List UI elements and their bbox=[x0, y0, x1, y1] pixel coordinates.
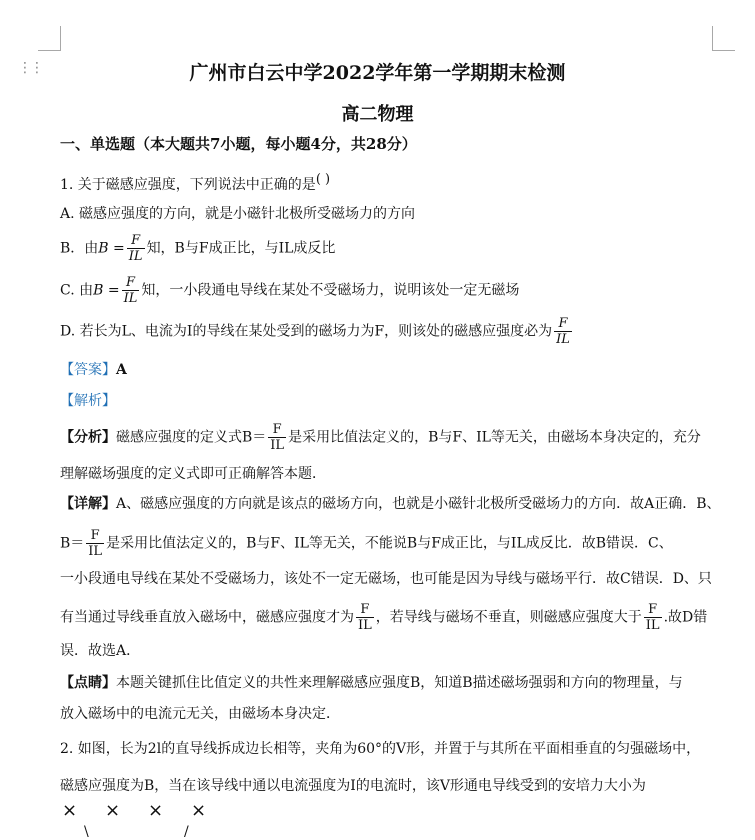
question-2-line-2: 磁感应强度为B，当在该导线中通以电流强度为I的电流时，该V形通电导线受到的安培力大小为 bbox=[60, 778, 646, 794]
option-d bbox=[60, 316, 735, 347]
section-heading: 一、单选题（本大题共7小题，每小题4分，共28分） bbox=[60, 135, 417, 153]
field-cross-icon: × bbox=[62, 800, 78, 821]
option-c: C. 由B = $\frac{F}{IL}$ 知，一小段通电导线在某处不受磁场力，说明该处一定无磁场 bbox=[60, 275, 520, 306]
xiangjie-text-4c: .故D错 bbox=[663, 609, 708, 626]
xiangjie-line-5: 误．故选A． bbox=[60, 643, 141, 659]
page-corner-mark-top-left bbox=[38, 26, 61, 51]
fraction-f-over-il bbox=[127, 233, 145, 264]
fraction-denominator: IL bbox=[128, 249, 143, 264]
fraction-f-over-il bbox=[86, 528, 104, 559]
fraction-numerator: F bbox=[268, 422, 286, 438]
xiangjie-line-2 bbox=[60, 528, 735, 559]
fraction-numerator: F bbox=[86, 528, 104, 544]
xiangjie-text-4a: 有当通过导线垂直放入磁场中，磁感应强度才为 bbox=[60, 609, 354, 626]
xiangjie-tag: 【详解】 bbox=[60, 496, 116, 512]
answer-paren: ( ) bbox=[315, 172, 331, 187]
fraction-denominator: IL bbox=[88, 544, 103, 559]
option-b-suffix: 知，B与F成正比，与IL成反比 bbox=[146, 240, 336, 257]
fraction-denominator: IL bbox=[556, 332, 570, 347]
answer-value: A bbox=[116, 362, 127, 378]
fraction-numerator: F bbox=[644, 602, 662, 618]
wire-segment-left: \ bbox=[84, 824, 89, 840]
document-title: 广州市白云中学2022学年第一学期期末检测 bbox=[189, 62, 566, 84]
fraction-numerator: F bbox=[356, 602, 374, 618]
option-d-text: D. 若长为L、电流为I的导线在某处受到的磁场力为F，则该处的磁感应强度必为 bbox=[60, 323, 553, 340]
analysis-tag-label: 【解析】 bbox=[60, 393, 116, 409]
option-c-prefix: C. 由 bbox=[60, 282, 94, 299]
xiangjie-line-1 bbox=[60, 494, 735, 514]
fraction-f-over-il bbox=[554, 316, 572, 347]
option-c-suffix: 知，一小段通电导线在某处不受磁场力，说明该处一定无磁场 bbox=[141, 282, 520, 299]
document-subtitle: 高二物理 bbox=[341, 104, 414, 125]
dianjing-line-2: 放入磁场中的电流元无关，由磁场本身决定． bbox=[60, 706, 340, 722]
question-1-stem bbox=[60, 170, 735, 195]
fenxi-text-b: 是采用比值法定义的，B与F、IL等无关，由磁场本身决定的，充分 bbox=[288, 429, 701, 446]
fenxi-line-2: 理解磁场强度的定义式即可正确解答本题． bbox=[60, 466, 326, 482]
fraction-numerator: F bbox=[127, 233, 145, 249]
dianjing-tag: 【点睛】 bbox=[60, 675, 116, 691]
answer-line bbox=[60, 360, 735, 380]
dianjing-text-1: 本题关键抓住比值定义的共性来理解磁感应强度B，知道B描述磁场强弱和方向的物理量，与 bbox=[116, 675, 683, 691]
fraction-numerator: F bbox=[122, 275, 140, 291]
xiangjie-line-3: 一小段通电导线在某处不受磁场力，该处不一定无磁场，也可能是因为导线与磁场平行．故C错误．D、只 bbox=[60, 571, 712, 587]
option-a: A. 磁感应强度的方向，就是小磁针北极所受磁场力的方向 bbox=[60, 206, 416, 222]
fraction-denominator: IL bbox=[270, 438, 285, 453]
dianjing-line-1 bbox=[60, 673, 735, 693]
drag-handle-icon[interactable]: ⋮⋮ bbox=[18, 60, 42, 76]
answer-tag: 【答案】 bbox=[60, 362, 116, 378]
fraction-f-over-il bbox=[122, 275, 140, 306]
fraction-f-over-il bbox=[356, 602, 374, 633]
fenxi-text-a: 磁感应强度的定义式B＝ bbox=[116, 429, 267, 446]
xiangjie-text-2a: B＝ bbox=[60, 535, 85, 552]
page-corner-mark-top-right bbox=[712, 26, 735, 51]
fraction-denominator: IL bbox=[358, 618, 372, 633]
option-b: B．由B = $\frac{F}{IL}$ 知，B与F成正比，与IL成反比 bbox=[60, 233, 336, 264]
fraction-f-over-il bbox=[644, 602, 662, 633]
fraction-denominator: IL bbox=[645, 618, 660, 633]
option-b-prefix: B．由 bbox=[60, 240, 99, 257]
magnetic-field-figure bbox=[62, 800, 234, 821]
field-cross-icon: × bbox=[191, 800, 207, 821]
analysis-tag bbox=[60, 391, 735, 411]
question-2-line-1: 2. 如图，长为2l的直导线拆成边长相等，夹角为60°的V形，并置于与其所在平面相垂直的匀强磁场中， bbox=[60, 741, 701, 757]
xiangjie-text-4b: ，若导线与磁场不垂直，则磁感应强度大于 bbox=[375, 609, 642, 626]
fenxi-tag: 【分析】 bbox=[60, 429, 116, 446]
wire-segment-right: / bbox=[184, 824, 189, 840]
field-cross-icon: × bbox=[148, 800, 164, 821]
fraction-denominator: IL bbox=[123, 291, 138, 306]
fraction-f-over-il bbox=[268, 422, 286, 453]
field-cross-icon: × bbox=[105, 800, 121, 821]
fenxi-line-1 bbox=[60, 422, 735, 453]
fraction-numerator: F bbox=[554, 316, 572, 332]
xiangjie-line-4 bbox=[60, 602, 735, 633]
xiangjie-text-1: A、磁感应强度的方向就是该点的磁场方向，也就是小磁针北极所受磁场力的方向．故A正确．B、 bbox=[116, 496, 721, 512]
question-1-text: 1. 关于磁感应强度，下列说法中正确的是 bbox=[60, 177, 316, 193]
xiangjie-text-2b: 是采用比值法定义的，B与F、IL等无关，不能说B与F成正比，与IL成反比．故B错误．C、 bbox=[106, 535, 673, 552]
